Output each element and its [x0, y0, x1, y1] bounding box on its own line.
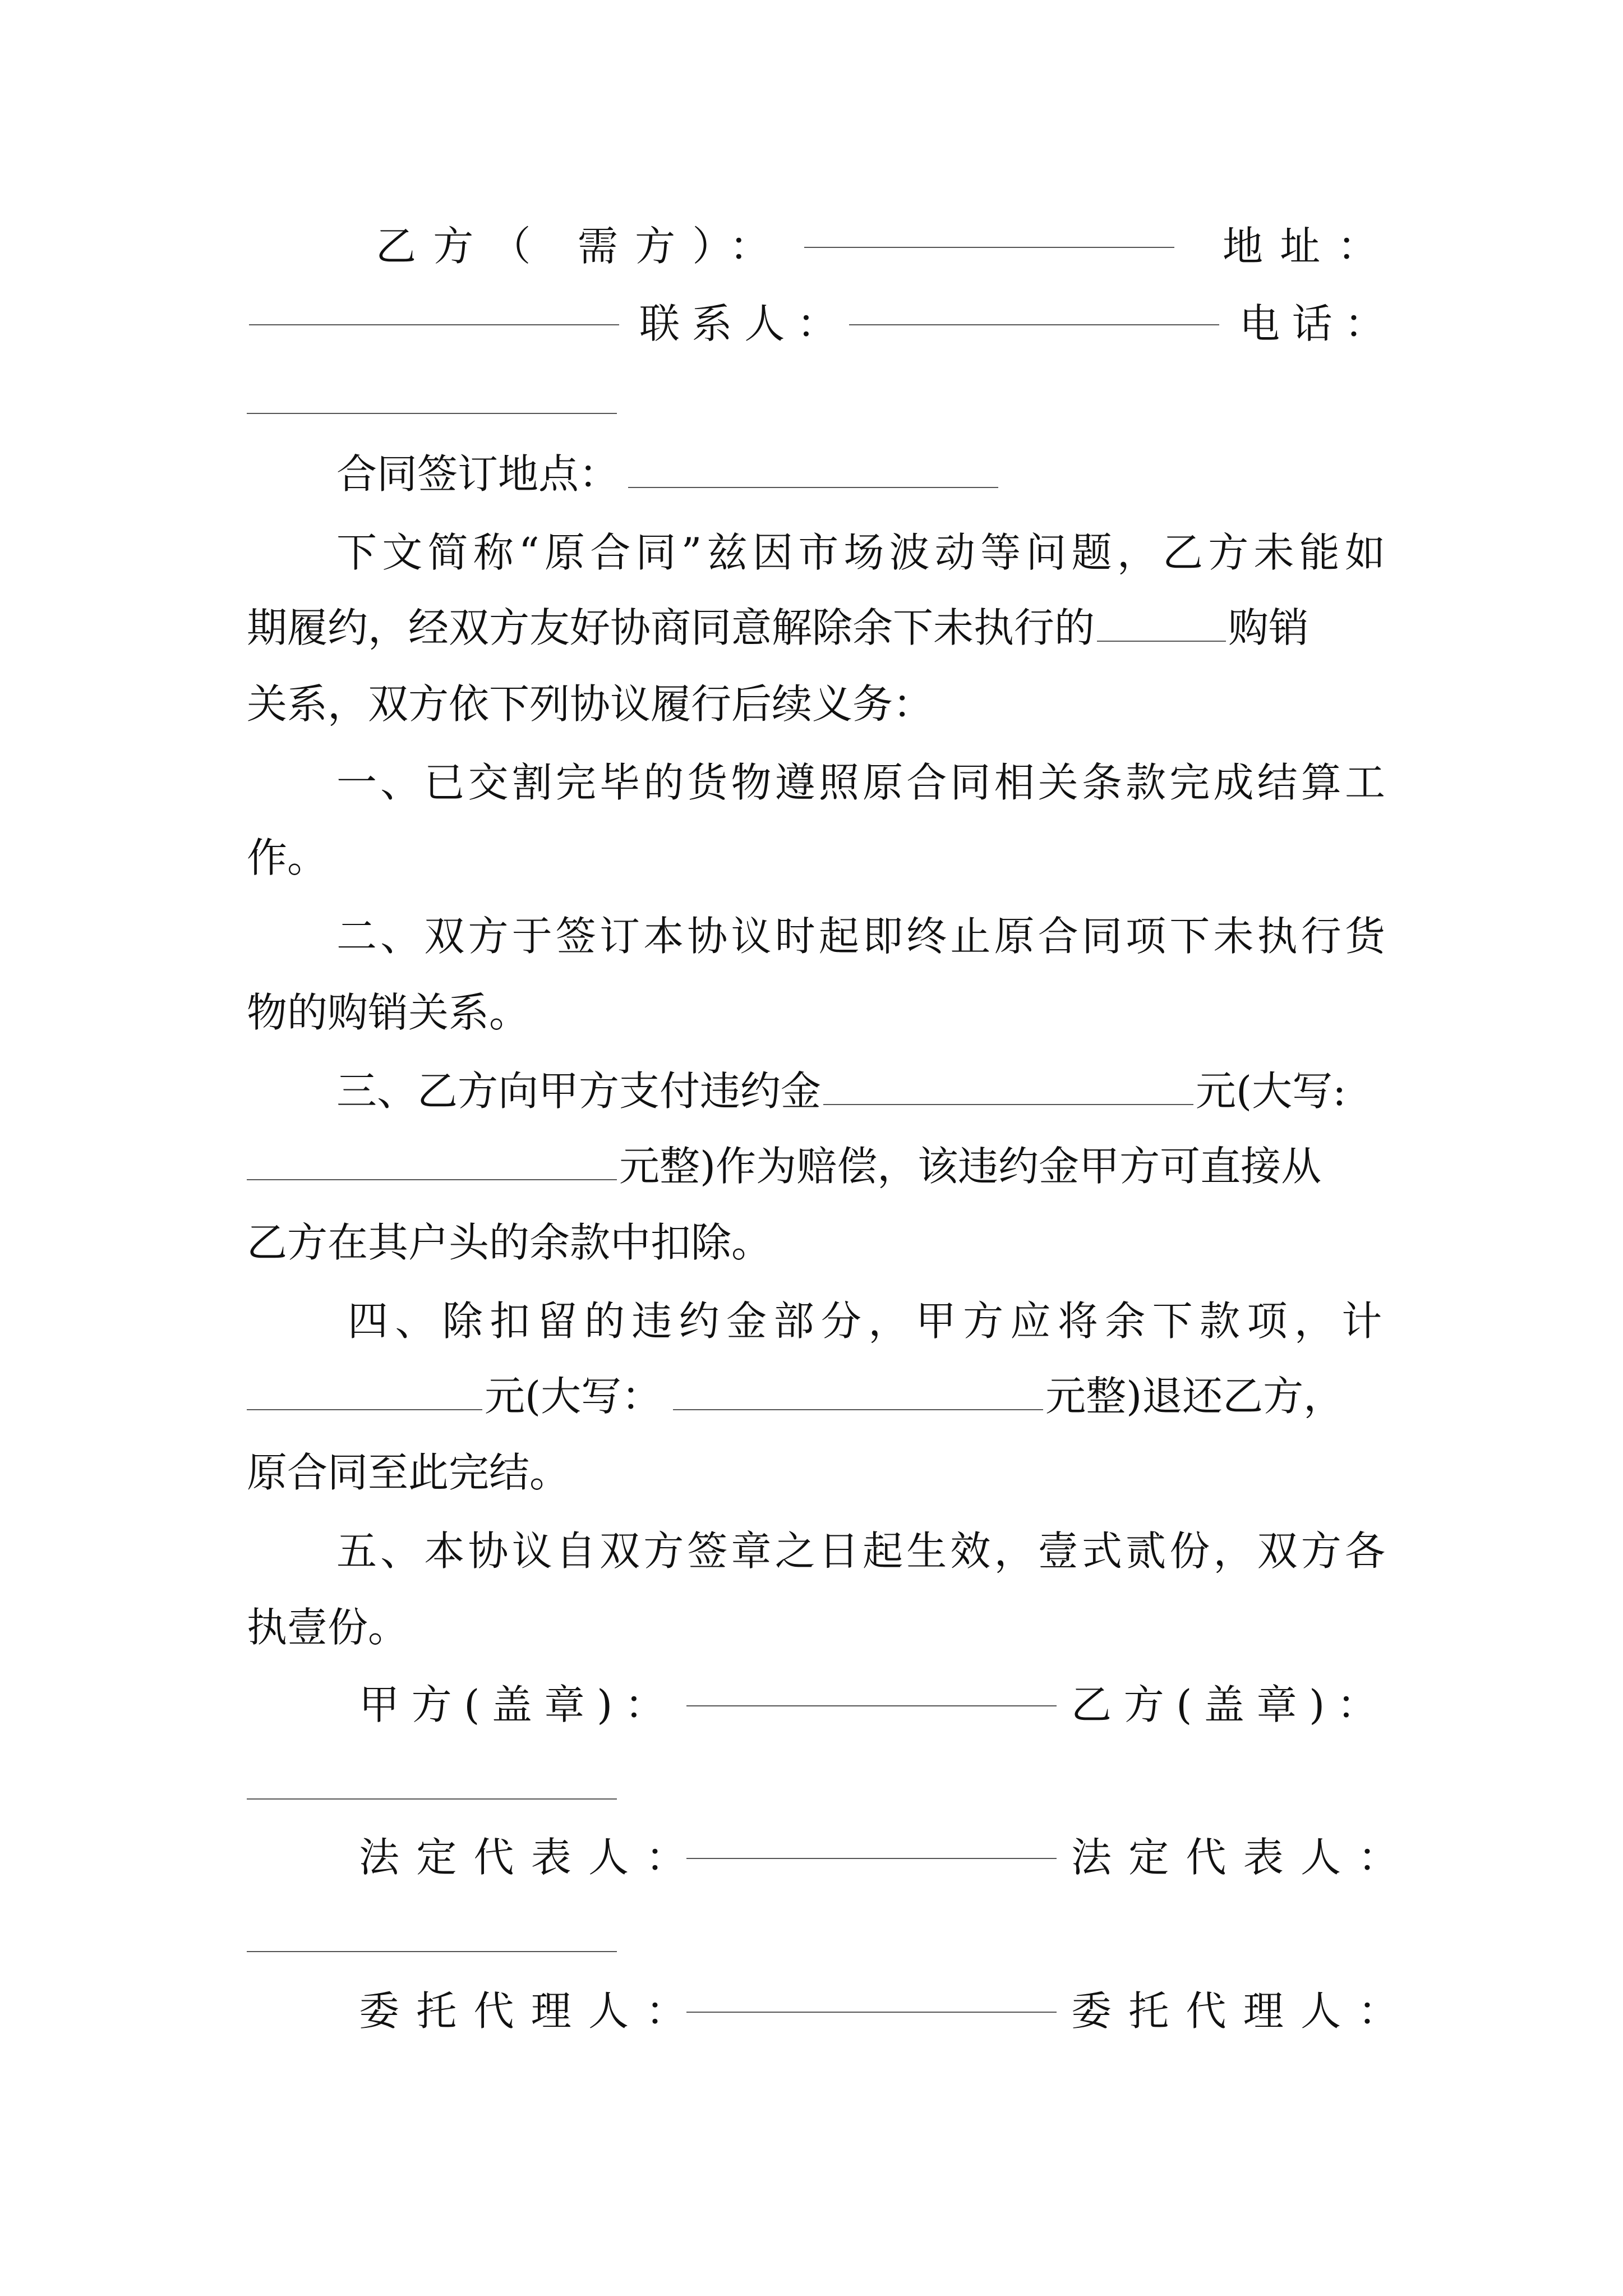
- phone-blank[interactable]: [247, 413, 617, 414]
- clause-3-text-a: 三、乙方向甲方支付违约金: [336, 1068, 822, 1115]
- clause-1-line-2: 作。: [247, 834, 328, 881]
- clause-4-text-a: 元(大写：: [485, 1373, 662, 1420]
- address-blank[interactable]: [249, 291, 619, 325]
- intro-line-2: [247, 597, 1385, 659]
- clause-3-line-1: [336, 1060, 1385, 1122]
- penalty-amount-blank[interactable]: [823, 1070, 1193, 1105]
- agent-a-label: 委托代理人：: [359, 1987, 703, 2035]
- intro-line-2a: 期履约，经双方友好协商同意解除余下未执行的: [247, 604, 1095, 651]
- refund-amount-words-blank[interactable]: [673, 1375, 1043, 1410]
- clause-4-line-1: 四、除扣留的违约金部分，甲方应将余下款项，计: [348, 1297, 1385, 1345]
- party-b-seal-blank[interactable]: [247, 1798, 617, 1800]
- agent-row: [247, 1980, 1415, 2042]
- signing-place-row: [336, 443, 1385, 505]
- clause-5-line-2: 执壹份。: [247, 1604, 409, 1651]
- intro-line-1: 下文简称“原合同”兹因市场波动等问题，乙方未能如: [336, 529, 1385, 576]
- party-a-seal-label: 甲方(盖章)：: [359, 1681, 677, 1728]
- intro-line-2b: 购销: [1228, 604, 1310, 651]
- legal-rep-row: [247, 1826, 1415, 1888]
- clause-3-line-3: 乙方在其户头的余款中扣除。: [247, 1219, 772, 1266]
- clause-3-line-2: [247, 1135, 1385, 1197]
- signing-place-blank[interactable]: [628, 453, 998, 488]
- address-label: 地址：: [1223, 223, 1395, 270]
- clause-4-line-3: 原合同至此完结。: [247, 1449, 570, 1496]
- intro-line-3: 关系，双方依下列协议履行后续义务：: [247, 680, 934, 728]
- contact-blank[interactable]: [849, 291, 1219, 325]
- clause-4-line-2: [247, 1365, 1385, 1427]
- legal-rep-b-blank[interactable]: [247, 1951, 617, 1952]
- goods-blank[interactable]: [1097, 607, 1226, 642]
- clause-1-line-1: 一、已交割完毕的货物遵照原合同相关条款完成结算工: [336, 759, 1385, 806]
- clause-4-text-b: 元整)退还乙方，: [1045, 1373, 1344, 1420]
- legal-rep-a-label: 法定代表人：: [359, 1834, 703, 1881]
- legal-rep-a-blank[interactable]: [686, 1824, 1057, 1859]
- contact-label: 联系人：: [639, 300, 850, 347]
- phone-label: 电话：: [1239, 300, 1397, 347]
- contact-row: [247, 293, 1397, 355]
- agent-b-label: 委托代理人：: [1071, 1987, 1415, 2035]
- party-b-label: 乙方（ 需方）：: [376, 223, 787, 270]
- clause-3-text-b: 元(大写:: [1196, 1068, 1347, 1115]
- seal-row: [247, 1674, 1390, 1736]
- party-b-seal-label: 乙方(盖章)：: [1071, 1681, 1390, 1728]
- agent-a-blank[interactable]: [686, 1978, 1057, 2013]
- clause-5-line-1: 五、本协议自双方签章之日起生效，壹式贰份，双方各: [336, 1527, 1385, 1575]
- party-b-row: [247, 215, 1395, 277]
- party-b-name-blank[interactable]: [804, 213, 1174, 248]
- signing-place-label: 合同签订地点：: [336, 450, 620, 498]
- legal-rep-b-label: 法定代表人：: [1071, 1834, 1415, 1881]
- clause-3-text-c: 元整)作为赔偿，该违约金甲方可直接从: [619, 1143, 1322, 1190]
- party-a-seal-blank[interactable]: [686, 1672, 1057, 1706]
- refund-amount-blank[interactable]: [247, 1375, 482, 1410]
- clause-2-line-2: 物的购销关系。: [247, 989, 530, 1036]
- clause-2-line-1: 二、双方于签订本协议时起即终止原合同项下未执行货: [336, 913, 1385, 960]
- penalty-amount-words-blank[interactable]: [247, 1145, 617, 1180]
